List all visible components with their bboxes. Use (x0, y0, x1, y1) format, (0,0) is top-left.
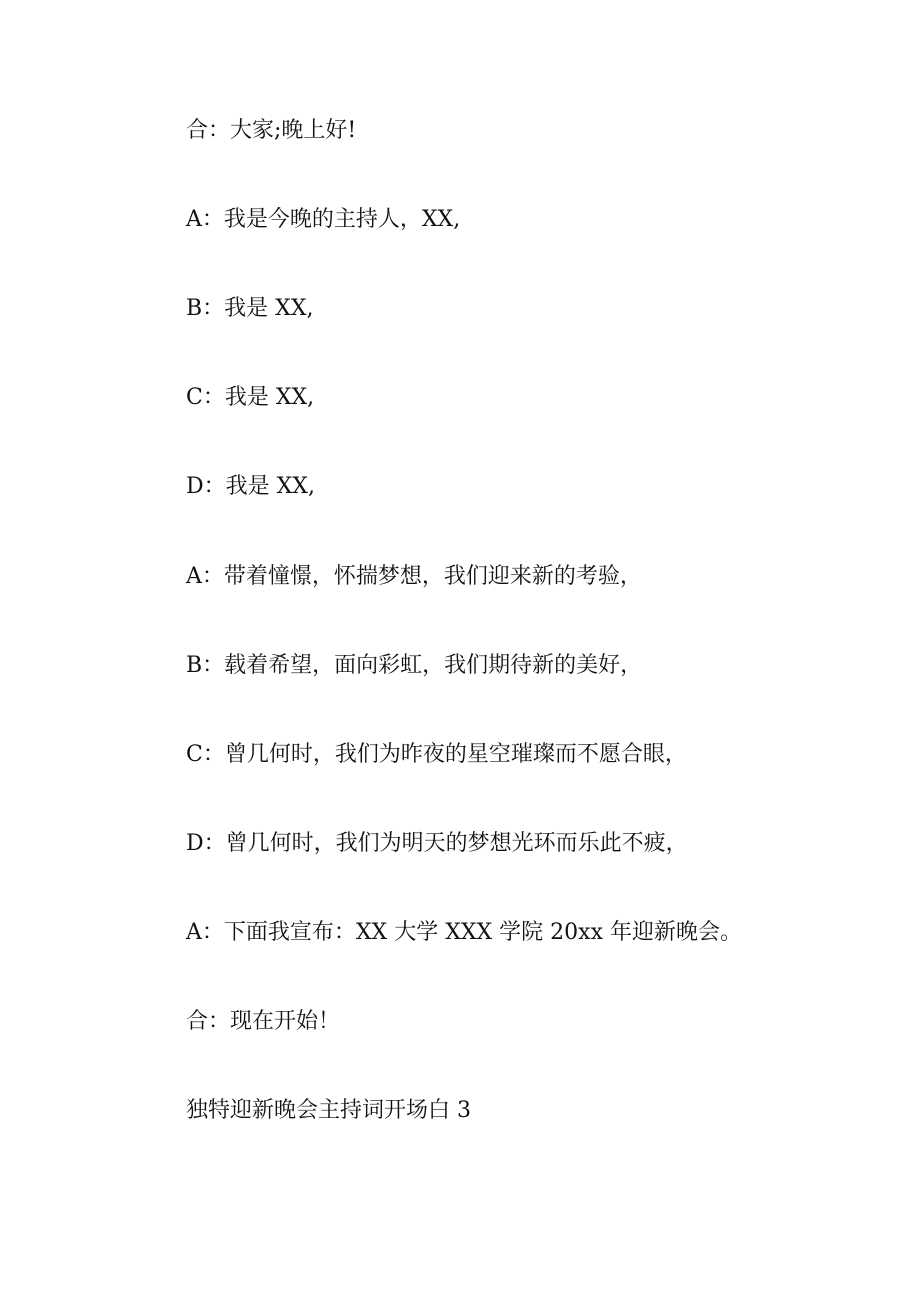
dialogue-line: A：我是今晚的主持人，XX, (186, 207, 461, 232)
dialogue-line: A：下面我宣布：XX 大学 XXX 学院 20xx 年迎新晚会。 (186, 920, 742, 945)
dialogue-line: D：我是 XX, (186, 474, 315, 499)
dialogue-line: 合：大家;晚上好! (186, 118, 357, 143)
dialogue-line: A：带着憧憬，怀揣梦想，我们迎来新的考验， (186, 564, 642, 589)
dialogue-line: C：曾几何时，我们为昨夜的星空璀璨而不愿合眼， (186, 742, 687, 767)
dialogue-line: C：我是 XX, (186, 385, 315, 410)
section-heading: 独特迎新晚会主持词开场白 3 (186, 1098, 471, 1123)
dialogue-line: 合：现在开始！ (186, 1009, 341, 1034)
dialogue-line: D：曾几何时，我们为明天的梦想光环而乐此不疲， (186, 831, 688, 856)
dialogue-line: B：载着希望，面向彩虹，我们期待新的美好， (186, 653, 643, 678)
dialogue-line: B：我是 XX, (186, 296, 314, 321)
